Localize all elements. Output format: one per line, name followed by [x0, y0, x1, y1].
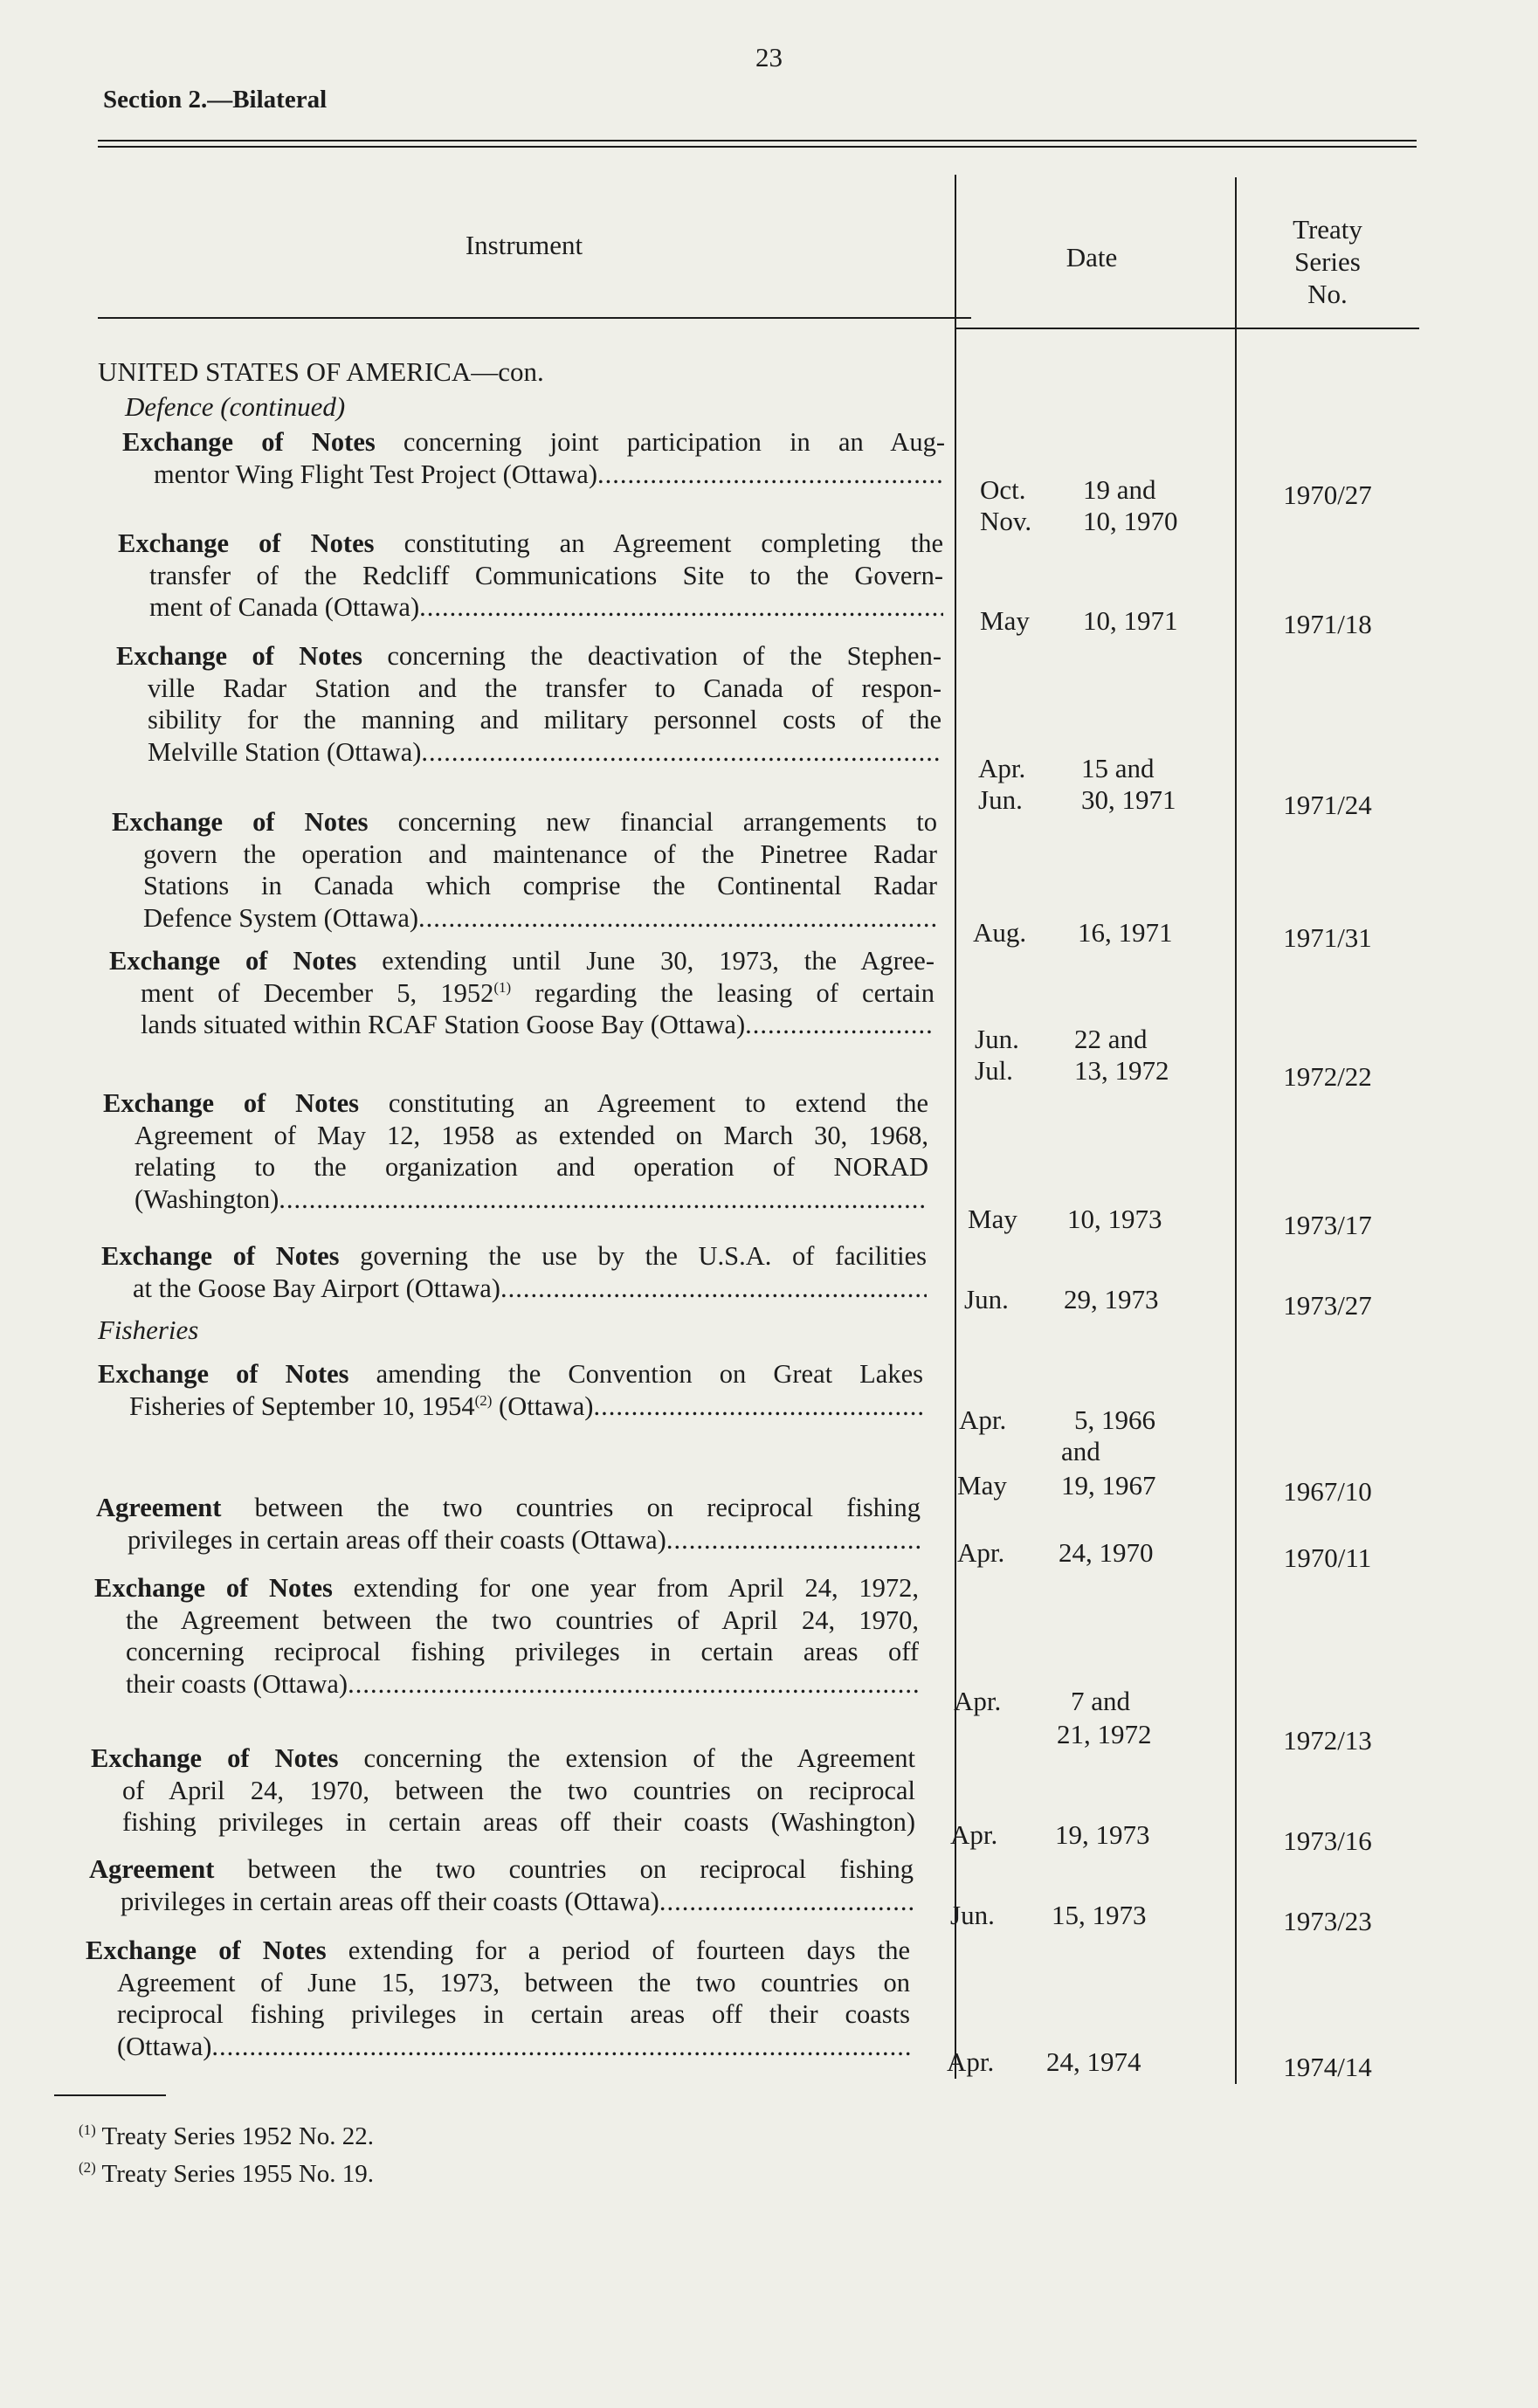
date-day: 5, 1966 — [1074, 1404, 1155, 1435]
entry-8 — [98, 1358, 923, 1422]
entry-line: Exchange of Notes concerning new financial arrangements to — [112, 807, 937, 837]
entry-line: govern the operation and maintenance of the Pinetree Radar — [143, 838, 937, 869]
date-month: Oct. — [980, 474, 1026, 505]
entry-line: Exchange of Notes extending for a period of fourteen days the — [86, 1935, 910, 1965]
entry-line: Agreement between the two countries on reciprocal fishing — [89, 1854, 914, 1884]
entry-9 — [96, 1492, 921, 1556]
entry-line: ville Radar Station and the transfer to Canada of respon- — [148, 673, 941, 703]
country-heading: UNITED STATES OF AMERICA—con. — [98, 356, 544, 387]
footnote-ref: (2) — [474, 1391, 493, 1409]
date-day: 13, 1972 — [1074, 1055, 1169, 1086]
entry-2 — [118, 528, 943, 624]
date-month: May — [980, 605, 1030, 636]
date-day: 19, 1967 — [1061, 1470, 1156, 1501]
entry-12 — [89, 1853, 914, 1917]
date-month: Jun. — [975, 1024, 1019, 1054]
treaty-series-no: 1970/11 — [1283, 1542, 1372, 1573]
entry-line: Agreement of May 12, 1958 as extended on March 30, 1968, — [134, 1120, 928, 1150]
entry-line: lands situated within RCAF Station Goose Bay (Ottawa) ..... — [109, 1009, 935, 1041]
date-month: Apr. — [954, 1686, 1002, 1716]
entry-line: Exchange of Notes constituting an Agreement completing the — [118, 528, 943, 558]
entry-line: ment of Canada (Ottawa) ..... — [118, 591, 943, 624]
entry-line: Exchange of Notes extending for one year from April 24, 1972, — [94, 1573, 919, 1603]
entry-line: Stations in Canada which comprise the Continental Radar — [143, 871, 937, 900]
date-month: May — [957, 1470, 1007, 1501]
treaty-series-no: 1970/27 — [1283, 480, 1372, 510]
date-month: Jul. — [975, 1055, 1013, 1086]
entry-line: their coasts (Ottawa) ..... — [94, 1668, 919, 1701]
entry-line: (Washington) ..... — [103, 1183, 928, 1216]
header-date: Date — [1066, 242, 1118, 273]
entry-line: Melville Station (Ottawa) ..... — [116, 736, 941, 769]
entry-3 — [116, 640, 941, 768]
treaty-series-no: 1971/31 — [1283, 922, 1372, 953]
entry-line: Fisheries of September 10, 1954$^{(2)}$ (Ottawa) ..... — [98, 1390, 923, 1423]
entry-line: Defence System (Ottawa) ..... — [112, 902, 937, 935]
date-day: 19, 1973 — [1055, 1819, 1150, 1850]
treaty-series-no: 1973/23 — [1283, 1906, 1372, 1936]
date-day: 15 and — [1081, 753, 1155, 783]
entry-line: mentor Wing Flight Test Project (Ottawa) ..... — [122, 459, 945, 491]
date-month: Jun. — [964, 1284, 1009, 1314]
table-top-rule-2 — [98, 146, 1417, 148]
entry-line: Exchange of Notes extending until June 30, 1973, the Agree- — [109, 946, 935, 976]
page-number: 23 — [755, 42, 783, 72]
date-column-divider — [955, 175, 956, 2079]
date-month: Apr. — [959, 1404, 1007, 1435]
table-top-rule — [98, 140, 1417, 141]
header-treaty-series — [1258, 213, 1397, 310]
entry-line: Agreement between the two countries on reciprocal fishing — [96, 1493, 921, 1522]
entry-line: Exchange of Notes concerning the extension of the Agreement — [91, 1743, 915, 1773]
date-month: Jun. — [978, 784, 1023, 815]
date-day: 7 and — [1071, 1686, 1131, 1716]
date-header-rule — [956, 328, 1419, 329]
entry-13 — [86, 1935, 910, 2062]
header-instrument: Instrument — [465, 230, 583, 260]
date-and: and — [1061, 1436, 1100, 1466]
entry-5 — [109, 945, 935, 1041]
date-month: Aug. — [973, 917, 1027, 948]
entry-line: Exchange of Notes governing the use by the U.S.A. of facilities — [101, 1241, 927, 1271]
footnote-ref: (1) — [493, 978, 512, 996]
date-day: 10, 1970 — [1083, 506, 1178, 536]
date-day: 24, 1970 — [1059, 1537, 1154, 1568]
date-day: 15, 1973 — [1052, 1900, 1147, 1930]
instrument-header-rule — [98, 317, 971, 319]
entry-4 — [112, 806, 937, 934]
date-day: 24, 1974 — [1046, 2046, 1141, 2077]
treaty-series-no: 1971/18 — [1283, 609, 1372, 639]
entry-line: Exchange of Notes constituting an Agreement to extend the — [103, 1088, 928, 1118]
treaty-series-no: 1973/16 — [1283, 1825, 1372, 1856]
entry-10 — [94, 1572, 919, 1700]
footnote-mark: (1) — [79, 2122, 96, 2138]
subsection-defence: Defence (continued) — [125, 391, 346, 422]
date-day: 30, 1971 — [1081, 784, 1176, 815]
header-treaty-line-1: Treaty — [1293, 214, 1362, 245]
entry-line: at the Goose Bay Airport (Ottawa) ..... — [101, 1273, 927, 1305]
entry-line: of April 24, 1970, between the two countries on reciprocal — [122, 1775, 915, 1805]
entry-6 — [103, 1087, 928, 1215]
entry-line: fishing privileges in certain areas off their coasts (Washington) — [122, 1807, 915, 1837]
footnote-mark: (2) — [79, 2159, 96, 2176]
date-day: 16, 1971 — [1078, 917, 1173, 948]
date-month: Apr. — [957, 1537, 1005, 1568]
entry-line: privileges in certain areas off their coasts (Ottawa) ..... — [89, 1886, 914, 1918]
entry-11 — [91, 1742, 915, 1839]
treaty-series-no: 1971/24 — [1283, 790, 1372, 820]
footnote-2: $^{(2)}$ Treaty Series 1955 No. 19. — [79, 2159, 375, 2188]
entry-line: reciprocal fishing privileges in certain areas off their coasts — [117, 1999, 910, 2029]
entry-line: Agreement of June 15, 1973, between the two countries on — [117, 1967, 910, 1997]
date-day: 10, 1973 — [1067, 1204, 1162, 1234]
footnote-rule — [54, 2094, 166, 2096]
entry-line: Exchange of Notes concerning the deactivation of the Stephen- — [116, 641, 941, 671]
treaty-series-no: 1973/17 — [1283, 1210, 1372, 1240]
header-treaty-line-3: No. — [1307, 279, 1348, 309]
entry-line: Exchange of Notes concerning joint participation in an Aug- — [122, 427, 945, 457]
treaty-series-no: 1974/14 — [1283, 2052, 1372, 2082]
entry-line: transfer of the Redcliff Communications Site to the Govern- — [149, 560, 943, 590]
entry-line: (Ottawa) ..... — [86, 2031, 910, 2063]
date-month: Nov. — [980, 506, 1032, 536]
entry-line: privileges in certain areas off their coasts (Ottawa) ..... — [96, 1524, 921, 1556]
entry-line: concerning reciprocal fishing privileges in certain areas off — [126, 1637, 919, 1666]
entry-line: the Agreement between the two countries of April 24, 1970, — [126, 1604, 919, 1635]
treaty-series-no: 1973/27 — [1283, 1290, 1372, 1321]
date-month: Apr. — [950, 1819, 998, 1850]
date-day: 10, 1971 — [1083, 605, 1178, 636]
treaty-series-no: 1972/13 — [1283, 1725, 1372, 1756]
date-day: 19 and — [1083, 474, 1156, 505]
treaty-series-no: 1972/22 — [1283, 1061, 1372, 1092]
treaty-column-divider — [1235, 177, 1237, 2084]
treaty-series-no: 1967/10 — [1283, 1476, 1372, 1507]
date-day: 29, 1973 — [1064, 1284, 1159, 1314]
entry-line: ment of December 5, 1952$^{(1)}$ regarding the leasing of certain — [141, 977, 935, 1008]
entry-line: relating to the organization and operation of NORAD — [134, 1152, 928, 1182]
entry-line: Exchange of Notes amending the Convention on Great Lakes — [98, 1359, 923, 1389]
section-title: Section 2.—Bilateral — [103, 86, 328, 114]
header-treaty-line-2: Series — [1294, 246, 1361, 277]
entry-1 — [122, 426, 945, 490]
date-day: 22 and — [1074, 1024, 1148, 1054]
date-month: Jun. — [950, 1900, 995, 1930]
date-month: Apr. — [978, 753, 1026, 783]
footnote-1: $^{(1)}$ Treaty Series 1952 No. 22. — [79, 2122, 375, 2150]
date-month: May — [968, 1204, 1017, 1234]
entry-line: sibility for the manning and military personnel costs of the — [148, 705, 941, 735]
date-month: Apr. — [947, 2046, 995, 2077]
subsection-fisheries: Fisheries — [98, 1314, 199, 1345]
date-day: 21, 1972 — [1057, 1719, 1152, 1749]
entry-7 — [101, 1240, 927, 1304]
